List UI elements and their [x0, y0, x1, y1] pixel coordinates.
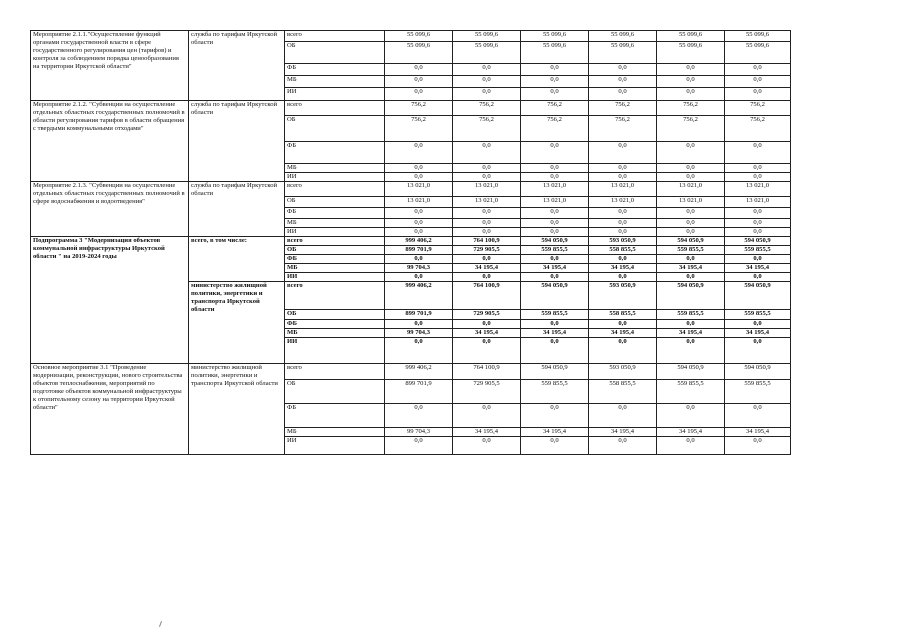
amount-cell: 0,0	[521, 273, 589, 282]
amount-cell: 0,0	[725, 228, 791, 237]
funding-source-cell: ОБ	[285, 42, 385, 64]
amount-cell: 0,0	[453, 64, 521, 76]
amount-cell: 0,0	[657, 64, 725, 76]
funding-source-cell: ОБ	[285, 380, 385, 404]
amount-cell: 0,0	[657, 404, 725, 428]
funding-source-cell: МБ	[285, 329, 385, 338]
amount-cell: 0,0	[385, 142, 453, 164]
amount-cell: 558 855,5	[589, 380, 657, 404]
amount-cell: 0,0	[589, 219, 657, 228]
amount-cell: 55 099,6	[521, 42, 589, 64]
amount-cell: 0,0	[657, 219, 725, 228]
funding-source-cell: всего	[285, 182, 385, 197]
amount-cell: 55 099,6	[385, 42, 453, 64]
amount-cell: 594 050,9	[725, 364, 791, 380]
table-body	[31, 31, 791, 455]
amount-cell: 0,0	[589, 173, 657, 182]
funding-source-cell: МБ	[285, 219, 385, 228]
amount-cell: 0,0	[385, 338, 453, 364]
amount-cell: 0,0	[453, 88, 521, 101]
amount-cell: 0,0	[725, 255, 791, 264]
amount-cell: 756,2	[521, 116, 589, 142]
amount-cell: 0,0	[589, 76, 657, 88]
funding-source-cell: ФБ	[285, 208, 385, 219]
amount-cell: 34 195,4	[521, 329, 589, 338]
amount-cell: 764 100,9	[453, 282, 521, 310]
amount-cell: 756,2	[521, 101, 589, 116]
amount-cell: 0,0	[521, 320, 589, 329]
funding-source-cell: всего	[285, 364, 385, 380]
amount-cell: 0,0	[725, 404, 791, 428]
amount-cell: 0,0	[589, 142, 657, 164]
funding-source-cell: ОБ	[285, 246, 385, 255]
amount-cell: 559 855,5	[725, 246, 791, 255]
amount-cell: 559 855,5	[657, 310, 725, 320]
amount-cell: 34 195,4	[657, 428, 725, 437]
amount-cell: 0,0	[657, 255, 725, 264]
amount-cell: 0,0	[385, 173, 453, 182]
amount-cell: 0,0	[589, 88, 657, 101]
amount-cell: 0,0	[589, 338, 657, 364]
amount-cell: 0,0	[521, 255, 589, 264]
amount-cell: 0,0	[521, 142, 589, 164]
amount-cell: 594 050,9	[657, 282, 725, 310]
amount-cell: 899 701,9	[385, 246, 453, 255]
amount-cell: 13 021,0	[725, 182, 791, 197]
amount-cell: 0,0	[385, 404, 453, 428]
budget-table	[30, 30, 791, 455]
amount-cell: 0,0	[725, 164, 791, 173]
amount-cell: 0,0	[725, 320, 791, 329]
amount-cell: 593 050,9	[589, 364, 657, 380]
amount-cell: 594 050,9	[657, 237, 725, 246]
funding-source-cell: ОБ	[285, 310, 385, 320]
amount-cell: 0,0	[589, 437, 657, 455]
funding-source-cell: ОБ	[285, 116, 385, 142]
funding-source-cell: ИИ	[285, 173, 385, 182]
amount-cell: 13 021,0	[725, 197, 791, 208]
funding-source-cell: МБ	[285, 164, 385, 173]
amount-cell: 756,2	[385, 101, 453, 116]
amount-cell: 55 099,6	[589, 31, 657, 42]
amount-cell: 0,0	[453, 228, 521, 237]
amount-cell: 0,0	[725, 437, 791, 455]
amount-cell: 0,0	[453, 273, 521, 282]
amount-cell: 559 855,5	[725, 380, 791, 404]
amount-cell: 594 050,9	[521, 237, 589, 246]
amount-cell: 756,2	[589, 116, 657, 142]
amount-cell: 0,0	[385, 64, 453, 76]
amount-cell: 0,0	[657, 142, 725, 164]
amount-cell: 0,0	[589, 255, 657, 264]
amount-cell: 0,0	[521, 173, 589, 182]
amount-cell: 34 195,4	[725, 264, 791, 273]
amount-cell: 13 021,0	[521, 182, 589, 197]
amount-cell: 34 195,4	[453, 428, 521, 437]
amount-cell: 0,0	[385, 208, 453, 219]
amount-cell: 34 195,4	[589, 329, 657, 338]
amount-cell: 999 406,2	[385, 237, 453, 246]
amount-cell: 55 099,6	[657, 42, 725, 64]
activity-name-cell: Мероприятие 2.1.3. "Субвенции на осуществление отдельных областных государственных полномочий в сфере водоснабжения и водоотведения"	[31, 182, 189, 237]
amount-cell: 0,0	[453, 338, 521, 364]
funding-source-cell: всего	[285, 237, 385, 246]
amount-cell: 99 704,3	[385, 428, 453, 437]
scan-mark	[159, 621, 162, 627]
amount-cell: 764 100,9	[453, 364, 521, 380]
amount-cell: 0,0	[385, 255, 453, 264]
amount-cell: 594 050,9	[521, 282, 589, 310]
funding-source-cell: ИИ	[285, 437, 385, 455]
amount-cell: 34 195,4	[453, 329, 521, 338]
funding-source-cell: МБ	[285, 76, 385, 88]
amount-cell: 0,0	[385, 320, 453, 329]
amount-cell: 0,0	[521, 208, 589, 219]
amount-cell: 899 701,9	[385, 380, 453, 404]
amount-cell: 999 406,2	[385, 282, 453, 310]
amount-cell: 0,0	[385, 437, 453, 455]
funding-source-cell: всего	[285, 101, 385, 116]
amount-cell: 13 021,0	[385, 182, 453, 197]
amount-cell: 0,0	[725, 64, 791, 76]
amount-cell: 0,0	[453, 404, 521, 428]
amount-cell: 0,0	[657, 164, 725, 173]
amount-cell: 99 704,3	[385, 264, 453, 273]
amount-cell: 559 855,5	[657, 246, 725, 255]
funding-source-cell: ИИ	[285, 228, 385, 237]
amount-cell: 0,0	[521, 219, 589, 228]
amount-cell: 0,0	[657, 437, 725, 455]
amount-cell: 764 100,9	[453, 237, 521, 246]
amount-cell: 0,0	[521, 76, 589, 88]
amount-cell: 0,0	[521, 338, 589, 364]
amount-cell: 594 050,9	[725, 237, 791, 246]
amount-cell: 756,2	[657, 101, 725, 116]
amount-cell: 0,0	[385, 228, 453, 237]
funding-source-cell: ИИ	[285, 338, 385, 364]
amount-cell: 0,0	[725, 142, 791, 164]
amount-cell: 34 195,4	[589, 428, 657, 437]
amount-cell: 756,2	[453, 116, 521, 142]
amount-cell: 13 021,0	[657, 182, 725, 197]
amount-cell: 756,2	[657, 116, 725, 142]
executor-cell: служба по тарифам Иркутской области	[189, 101, 285, 182]
amount-cell: 34 195,4	[657, 264, 725, 273]
amount-cell: 34 195,4	[453, 264, 521, 273]
amount-cell: 0,0	[657, 88, 725, 101]
activity-name-cell: Мероприятие 2.1.1."Осуществление функций органами государственной власти в сфере государственного регулирования цен (тарифов) и контроля за соблюдением порядка ценообразования на территории Иркутской области"	[31, 31, 189, 101]
amount-cell: 0,0	[589, 273, 657, 282]
amount-cell: 55 099,6	[657, 31, 725, 42]
amount-cell: 0,0	[453, 173, 521, 182]
amount-cell: 594 050,9	[521, 364, 589, 380]
amount-cell: 55 099,6	[589, 42, 657, 64]
activity-name-cell: Подпрограмма 3 "Модернизация объектов коммунальной инфраструктуры Иркутской области " на 2019-2024 годы	[31, 237, 189, 364]
amount-cell: 0,0	[453, 208, 521, 219]
amount-cell: 13 021,0	[589, 182, 657, 197]
table-row	[31, 101, 791, 116]
amount-cell: 0,0	[589, 228, 657, 237]
amount-cell: 55 099,6	[725, 31, 791, 42]
amount-cell: 0,0	[589, 164, 657, 173]
amount-cell: 0,0	[521, 437, 589, 455]
table-row	[31, 182, 791, 197]
amount-cell: 0,0	[385, 219, 453, 228]
amount-cell: 55 099,6	[725, 42, 791, 64]
funding-source-cell: МБ	[285, 428, 385, 437]
amount-cell: 559 855,5	[521, 380, 589, 404]
amount-cell: 34 195,4	[657, 329, 725, 338]
amount-cell: 0,0	[453, 142, 521, 164]
amount-cell: 0,0	[589, 404, 657, 428]
amount-cell: 0,0	[385, 88, 453, 101]
amount-cell: 0,0	[453, 437, 521, 455]
amount-cell: 0,0	[657, 338, 725, 364]
funding-source-cell: ФБ	[285, 404, 385, 428]
amount-cell: 0,0	[589, 64, 657, 76]
funding-source-cell: ИИ	[285, 273, 385, 282]
amount-cell: 0,0	[453, 219, 521, 228]
amount-cell: 34 195,4	[521, 264, 589, 273]
amount-cell: 13 021,0	[453, 182, 521, 197]
amount-cell: 34 195,4	[521, 428, 589, 437]
amount-cell: 13 021,0	[521, 197, 589, 208]
amount-cell: 34 195,4	[725, 329, 791, 338]
funding-source-cell: ФБ	[285, 255, 385, 264]
amount-cell: 559 855,5	[657, 380, 725, 404]
amount-cell: 999 406,2	[385, 364, 453, 380]
amount-cell: 558 855,5	[589, 310, 657, 320]
amount-cell: 559 855,5	[521, 310, 589, 320]
activity-name-cell: Основное мероприятие 3.1 "Проведение модернизации, реконструкции, нового строительства объектов теплоснабжения, мероприятий по подготовке объектов коммунальной инфраструктуры к отопительному сезону на территории Иркутской области"	[31, 364, 189, 455]
funding-source-cell: ФБ	[285, 64, 385, 76]
amount-cell: 0,0	[453, 255, 521, 264]
amount-cell: 756,2	[453, 101, 521, 116]
funding-source-cell: всего	[285, 31, 385, 42]
amount-cell: 756,2	[725, 116, 791, 142]
funding-source-cell: МБ	[285, 264, 385, 273]
amount-cell: 55 099,6	[385, 31, 453, 42]
executor-cell: министерство жилищной политики, энергетики и транспорта Иркутской области	[189, 364, 285, 455]
amount-cell: 0,0	[385, 76, 453, 88]
amount-cell: 13 021,0	[657, 197, 725, 208]
amount-cell: 729 905,5	[453, 380, 521, 404]
amount-cell: 0,0	[657, 320, 725, 329]
amount-cell: 0,0	[521, 164, 589, 173]
funding-source-cell: всего	[285, 282, 385, 310]
funding-source-cell: ФБ	[285, 320, 385, 329]
amount-cell: 559 855,5	[521, 246, 589, 255]
amount-cell: 0,0	[657, 76, 725, 88]
table-row	[31, 237, 791, 246]
amount-cell: 899 701,9	[385, 310, 453, 320]
amount-cell: 0,0	[453, 164, 521, 173]
amount-cell: 55 099,6	[453, 42, 521, 64]
executor-cell: министерство жилищной политики, энергетики и транспорта Иркутской области	[189, 282, 285, 364]
amount-cell: 34 195,4	[589, 264, 657, 273]
amount-cell: 0,0	[725, 76, 791, 88]
executor-cell: служба по тарифам Иркутской области	[189, 182, 285, 237]
amount-cell: 558 855,5	[589, 246, 657, 255]
amount-cell: 0,0	[385, 273, 453, 282]
amount-cell: 756,2	[385, 116, 453, 142]
executor-cell: всего, в том числе:	[189, 237, 285, 282]
amount-cell: 0,0	[725, 88, 791, 101]
amount-cell: 0,0	[725, 219, 791, 228]
amount-cell: 0,0	[657, 173, 725, 182]
amount-cell: 594 050,9	[657, 364, 725, 380]
amount-cell: 55 099,6	[453, 31, 521, 42]
amount-cell: 13 021,0	[453, 197, 521, 208]
amount-cell: 0,0	[725, 338, 791, 364]
amount-cell: 559 855,5	[725, 310, 791, 320]
amount-cell: 13 021,0	[385, 197, 453, 208]
amount-cell: 0,0	[521, 88, 589, 101]
amount-cell: 0,0	[521, 404, 589, 428]
amount-cell: 0,0	[521, 64, 589, 76]
amount-cell: 756,2	[589, 101, 657, 116]
amount-cell: 99 704,3	[385, 329, 453, 338]
executor-cell: служба по тарифам Иркутской области	[189, 31, 285, 101]
funding-source-cell: ОБ	[285, 197, 385, 208]
activity-name-cell: Мероприятие 2.1.2. "Субвенции на осуществление отдельных областных государственных полномочий в области регулирования тарифов в области обращения с твердыми коммунальными отходами"	[31, 101, 189, 182]
amount-cell: 0,0	[453, 320, 521, 329]
table-row	[31, 364, 791, 380]
amount-cell: 0,0	[657, 228, 725, 237]
amount-cell: 0,0	[725, 173, 791, 182]
amount-cell: 55 099,6	[521, 31, 589, 42]
amount-cell: 0,0	[725, 273, 791, 282]
amount-cell: 729 905,5	[453, 246, 521, 255]
amount-cell: 0,0	[725, 208, 791, 219]
funding-source-cell: ИИ	[285, 88, 385, 101]
amount-cell: 0,0	[385, 164, 453, 173]
amount-cell: 756,2	[725, 101, 791, 116]
amount-cell: 0,0	[657, 273, 725, 282]
amount-cell: 729 905,5	[453, 310, 521, 320]
amount-cell: 0,0	[589, 208, 657, 219]
amount-cell: 34 195,4	[725, 428, 791, 437]
amount-cell: 0,0	[453, 76, 521, 88]
amount-cell: 594 050,9	[725, 282, 791, 310]
funding-source-cell: ФБ	[285, 142, 385, 164]
amount-cell: 13 021,0	[589, 197, 657, 208]
amount-cell: 593 050,9	[589, 282, 657, 310]
table-row	[31, 31, 791, 42]
amount-cell: 0,0	[521, 228, 589, 237]
amount-cell: 593 050,9	[589, 237, 657, 246]
amount-cell: 0,0	[589, 320, 657, 329]
amount-cell: 0,0	[657, 208, 725, 219]
